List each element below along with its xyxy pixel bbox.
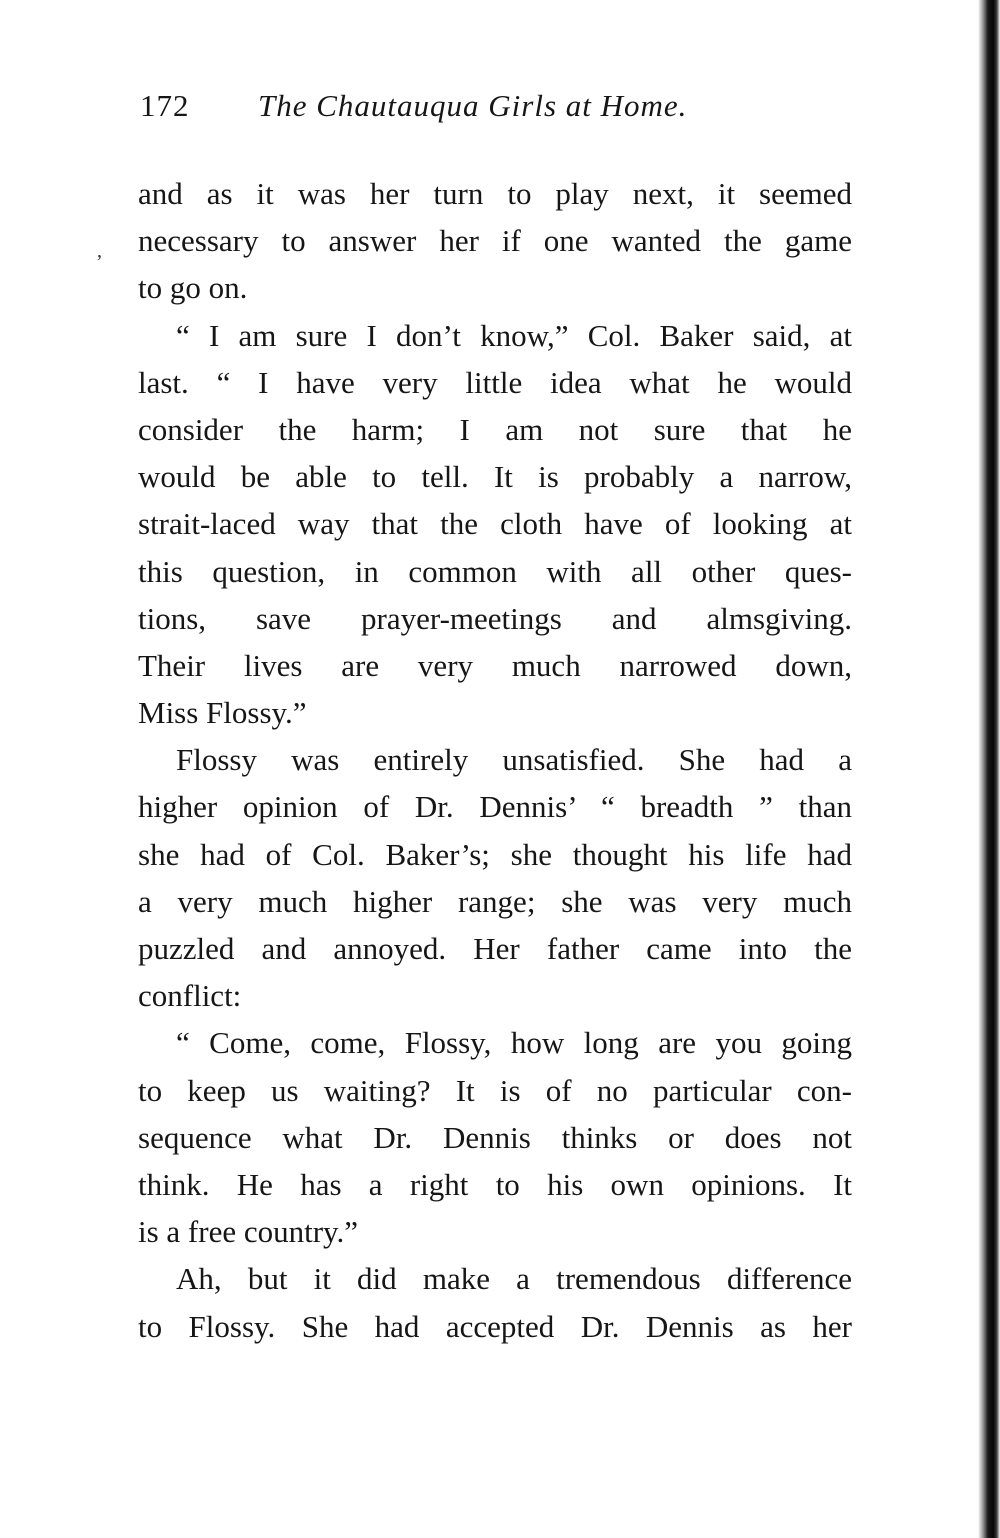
text-line: “ Come, come, Flossy, how long are you going bbox=[176, 1025, 852, 1061]
text-line: higher opinion of Dr. Dennis’ “ breadth ” than bbox=[138, 789, 852, 825]
text-line: is a free country.” bbox=[138, 1214, 359, 1250]
running-title: The Chautauqua Girls at Home. bbox=[258, 88, 688, 123]
text-line: conflict: bbox=[138, 978, 242, 1014]
text-line: to keep us waiting? It is of no particular con- bbox=[138, 1072, 852, 1108]
text-line: Their lives are very much narrowed down, bbox=[138, 647, 852, 683]
text-line: and as it was her turn to play next, it seemed bbox=[138, 176, 852, 211]
text-line: a very much higher range; she was very much bbox=[138, 883, 852, 919]
text-line: to go on. bbox=[138, 270, 248, 306]
page-number: 172 bbox=[140, 88, 190, 123]
text-line: last. “ I have very little idea what he would bbox=[138, 364, 852, 400]
text-line: tions, save prayer-meetings and almsgiving. bbox=[138, 600, 852, 636]
text-line: Flossy was entirely unsatisfied. She had a bbox=[176, 742, 852, 778]
text-line: think. He has a right to his own opinions. It bbox=[138, 1166, 852, 1202]
text-line: to Flossy. She had accepted Dr. Dennis as her bbox=[138, 1308, 852, 1344]
binding-edge bbox=[978, 0, 1000, 1538]
text-line: strait-laced way that the cloth have of looking at bbox=[138, 506, 852, 542]
text-line: necessary to answer her if one wanted the game bbox=[138, 223, 852, 259]
text-line: sequence what Dr. Dennis thinks or does not bbox=[138, 1119, 852, 1155]
text-line: puzzled and annoyed. Her father came into the bbox=[138, 931, 852, 966]
text-line: Ah, but it did make a tremendous difference bbox=[176, 1261, 852, 1297]
margin-mark: ‚ bbox=[96, 240, 103, 262]
body-text bbox=[138, 170, 852, 1350]
text-line: Miss Flossy.” bbox=[138, 695, 307, 731]
text-line: would be able to tell. It is probably a narrow, bbox=[138, 459, 852, 495]
text-line: this question, in common with all other ques- bbox=[138, 553, 852, 589]
page-header bbox=[140, 88, 860, 138]
text-line: “ I am sure I don’t know,” Col. Baker said, at bbox=[176, 317, 852, 353]
text-line: consider the harm; I am not sure that he bbox=[138, 411, 852, 447]
text-line: she had of Col. Baker’s; she thought his life had bbox=[138, 836, 852, 872]
